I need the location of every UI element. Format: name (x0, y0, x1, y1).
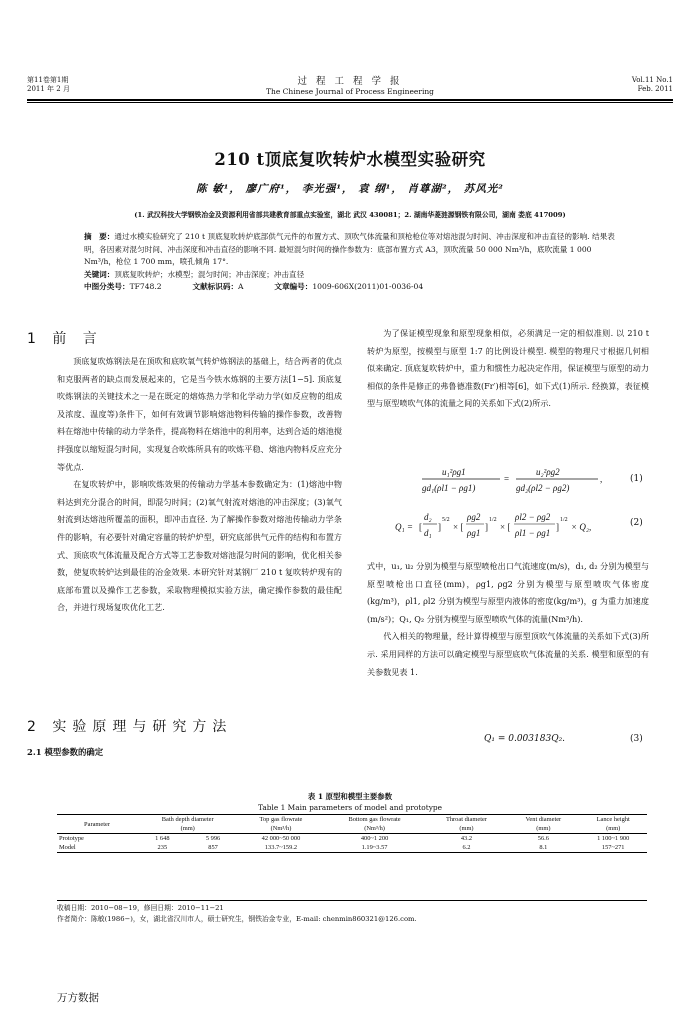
issue-date-en: Feb. 2011 (637, 85, 673, 93)
svg-text:[: [ (419, 522, 422, 532)
abstract-label: 摘 要： (84, 232, 115, 241)
svg-text:1/2: 1/2 (489, 517, 497, 523)
svg-text:gd₂(ρl2 − ρg2): gd₂(ρl2 − ρg2) (516, 483, 570, 493)
header-unit: (mm) (606, 825, 621, 832)
svg-text:]: ] (485, 522, 488, 532)
svg-text:ρg1: ρg1 (467, 528, 481, 538)
header-label: Bottom gas flowrate (348, 816, 401, 823)
header-rule (27, 99, 673, 101)
equation-1-number: (1) (630, 474, 643, 484)
volume-issue: 第11卷第1期 (27, 76, 69, 84)
left-column (27, 325, 342, 617)
author-list: 陈 敏¹， 廖广府¹， 李光强¹， 袁 纲¹， 肖尊湖²， 苏风光² (196, 183, 504, 195)
header-label: Bath depth diameter (161, 816, 214, 823)
table-cell: 133.7~159.2 (264, 844, 298, 851)
right-paragraph-1: 为了保证模型现象和原型现象相似，必须满足一定的相似准则. 以 210 t 转炉为原型，按模型与原型 1:7 的比例设计模型. 模型的物理尺寸根据几何相似来确定. 顶底复吹转炉中，重力和惯性力起决定作用，保证模型与原型的动力相似的条件是修正的弗鲁德准数(Fr′)相等[6]，如下式(1)所示. 经换算，表征模型与原型喷吹气体的流量之间的关系如下式(2)所示. (367, 328, 649, 409)
svg-text:u₂²ρg2: u₂²ρg2 (536, 467, 560, 477)
footnote-dates: 收稿日期：2010−08−19，修回日期：2010−11−21 (57, 904, 224, 912)
table-cell: 8.1 (539, 844, 548, 851)
section-1-paragraph-1: 顶底复吹炼钢法是在顶吹和底吹氧气转炉炼钢法的基础上，结合两者的优点和克服两者的缺点而发展起来的，它是当今铁水炼钢的主要方法[1−5]. 顶底复吹炼钢法的关键技术之一是在既定的熔炼热力学和化学动力学(如反应物的组成及浓度、温度等)条件下，如何有效调节影响熔池物料传输的操作参数，改善物料在熔池中传输的动力学条件，提高物料在熔池中的利用率，达到合适的熔池搅拌强度以缩短混匀时间，实现复合吹炼所具有的吹炼平稳、熔池内物料反应充分等优点. (57, 356, 342, 472)
footnote-rule (57, 900, 647, 901)
issue-date: 2011 年 2 月 (27, 85, 70, 93)
svg-text:gd₁(ρl1 − ρg1): gd₁(ρl1 − ρg1) (422, 483, 476, 493)
section-2-1-heading: 2.1 模型参数的确定 (27, 747, 104, 757)
volume-issue-en: Vol.11 No.1 (631, 76, 673, 84)
header-cell (426, 815, 508, 834)
header-unit: (Nm³/h) (364, 825, 385, 832)
table-cell: 42 000~50 000 (261, 835, 301, 842)
svg-text:ρl1 − ρg1: ρl1 − ρg1 (515, 528, 551, 538)
svg-text:ρl2 − ρg2: ρl2 − ρg2 (515, 512, 551, 522)
equation-2-number: (2) (630, 518, 643, 528)
equation-3-number: (3) (630, 734, 643, 744)
footnote-author: 作者简介：陈敏(1986−)，女，湖北省汉川市人，硕士研究生，钢铁冶金专业，E-mail: chenmin860321@126.com. (57, 914, 417, 923)
table-caption-cn: 表 1 原型和模型主要参数 (307, 792, 393, 801)
clc-label: 中图分类号： (84, 282, 130, 292)
header-cell (579, 815, 647, 834)
header-cell (507, 815, 579, 834)
abstract (84, 231, 616, 269)
svg-text:u₁²ρg1: u₁²ρg1 (442, 467, 466, 477)
right-paragraph-3: 代入相关的物理量，经计算得模型与原型顶吹气体流量的关系如下式(3)所示. 采用同样的方法可以确定模型与原型底吹气体流量的关系. 模型和原型的有关参数见表 1. (367, 631, 649, 677)
header-label: Vent diameter (525, 816, 562, 823)
abstract-text: 通过水模实验研究了 210 t 顶底复吹转炉底部供气元件的布置方式、顶吹气体流量和顶枪枪位等对熔池混匀时间、冲击深度和冲击直径的影响. 结果表明，各因素对混匀时间、冲击深度和冲击直径的影响不同. 最短混匀时间的操作参数为：底部布置方式 A3，顶吹流量 50 000 Nm³/h，底吹流量 1 000 Nm³/h，枪位 1 700 mm，喷孔倾角 17°. (84, 232, 615, 267)
table-cell: 157~271 (601, 844, 625, 851)
keywords-label: 关键词： (84, 269, 115, 279)
svg-text:]: ] (556, 522, 559, 532)
equation-2 (395, 508, 615, 544)
watermark: 万方数据 (57, 992, 99, 1004)
table-cell: 6.2 (462, 844, 471, 851)
header-unit: (mm) (536, 825, 551, 832)
header-label: Parameter (84, 820, 110, 828)
keywords (84, 269, 616, 282)
right-paragraph-2: 式中，u₁, u₂ 分别为模型与原型喷枪出口气流速度(m/s)，d₁, d₂ 分别为模型与原型喷枪出口直径(mm)，ρg1, ρg2 分别为模型与原型喷吹气体密度(kg/m³)，ρl1, ρl2 分别为模型与原型内液体的密度(kg/m³)，g 为重力加速度(m/s²)；Q₁, Q₂ 分别为模型与原型喷吹气体的流量(Nm³/h). (367, 561, 649, 624)
journal-name-en: The Chinese Journal of Process Engineering (266, 87, 434, 96)
header-unit: (mm) (459, 825, 474, 832)
table-header-row (57, 815, 647, 834)
journal-name (200, 76, 500, 97)
table-cell: 400~1 200 (360, 835, 389, 842)
svg-text:=: = (504, 474, 510, 484)
header-cell (57, 815, 137, 834)
header-label: Top gas flowrate (259, 816, 303, 823)
table-cell: Model (59, 844, 76, 851)
svg-text:,: , (600, 474, 603, 484)
table-cell: 1 648 (155, 835, 170, 842)
header-cell (324, 815, 426, 834)
article-number-label: 文章编号： (274, 282, 313, 292)
header-rule-thin (27, 102, 673, 103)
keywords-text: 顶底复吹转炉；水模型；混匀时间；冲击深度；冲击直径 (114, 269, 305, 279)
header-label: Throat diameter (445, 816, 487, 823)
paper-title: 210 t顶底复吹转炉水模型实验研究 (214, 150, 486, 169)
table-cell: 43.2 (460, 835, 473, 842)
doc-code-value: A (238, 282, 244, 292)
svg-text:× [: × [ (500, 522, 511, 532)
issue-info-en (632, 76, 673, 94)
section-2-heading: 2 实验原理与研究方法 (27, 719, 233, 735)
abstract-block (84, 231, 616, 294)
table-cell: 1.19~3.57 (361, 844, 388, 851)
clc-value: TF748.2 (129, 282, 162, 292)
header-label: Lance height (596, 816, 630, 823)
svg-text:Q₁ =: Q₁ = (395, 522, 413, 532)
right-column-intro (367, 325, 649, 413)
svg-text:1/2: 1/2 (560, 517, 568, 523)
article-number-value: 1009-606X(2011)01-0036-04 (312, 282, 424, 292)
parameters-table (57, 814, 647, 853)
svg-text:× Q₂,: × Q₂, (571, 522, 592, 532)
classification (84, 281, 616, 294)
section-1-paragraph-2: 在复吹转炉中，影响吹炼效果的传输动力学基本参数确定为：(1)熔池中物料达到充分混合的时间，即混匀时间；(2)氧气射流对熔池的冲击深度；(3)氧气射流到达熔池所覆盖的面积，即冲击直径. 为了解操作参数对熔池传输动力学条件的影响，有必要针对确定容量的转炉炉型，研究底部供气元件的结构和布置方式、顶底吹气体流量及配合方式等工艺参数对熔池混匀时间的影响，优化相关参数，使复吹转炉达到最佳的冶金效果. 本研究针对某钢厂 210 t 复吹转炉现有的底部布置以及操作工艺参数，采取物理模拟实验方法，确定操作参数的最佳配合，并进行现场复吹优化工艺. (57, 479, 342, 613)
header-cell (137, 815, 238, 834)
header-unit: (mm) (180, 825, 195, 832)
equation-3: Q₁ = 0.003183Q₂. (484, 734, 566, 744)
table-cell: 857 (208, 844, 218, 851)
table-row (57, 834, 647, 844)
header-cell (238, 815, 323, 834)
table-cell: 1 100~1 900 (597, 835, 630, 842)
table-caption-en: Table 1 Main parameters of model and prototype (258, 803, 442, 812)
table-row (57, 843, 647, 853)
issue-info (27, 76, 70, 94)
right-column-symbols (367, 558, 649, 681)
equation-1 (420, 464, 610, 498)
svg-text:× [: × [ (453, 522, 464, 532)
svg-text:]: ] (438, 522, 441, 532)
svg-text:d₂: d₂ (424, 512, 432, 522)
table-cell: 56.6 (537, 835, 549, 842)
svg-text:ρg2: ρg2 (467, 512, 481, 522)
equation-1-formula (420, 464, 610, 498)
doc-code-label: 文献标识码： (192, 282, 239, 292)
header-unit: (Nm³/h) (270, 825, 292, 832)
svg-text:5/2: 5/2 (442, 517, 450, 523)
table-cell: 5 996 (205, 835, 221, 842)
footnote (57, 903, 657, 924)
journal-name-cn: 过 程 工 程 学 报 (297, 76, 403, 87)
table-cell: Prototype (59, 835, 84, 842)
table-cell: 235 (157, 844, 168, 851)
affiliation: (1. 武汉科技大学钢铁冶金及资源利用省部共建教育部重点实验室，湖北 武汉 430081；2. 湖南华菱涟源钢铁有限公司，湖南 娄底 417009) (134, 211, 566, 219)
svg-text:d₁: d₁ (424, 528, 432, 538)
equation-2-formula (395, 508, 615, 544)
section-1-heading: 1 前 言 (27, 331, 103, 347)
